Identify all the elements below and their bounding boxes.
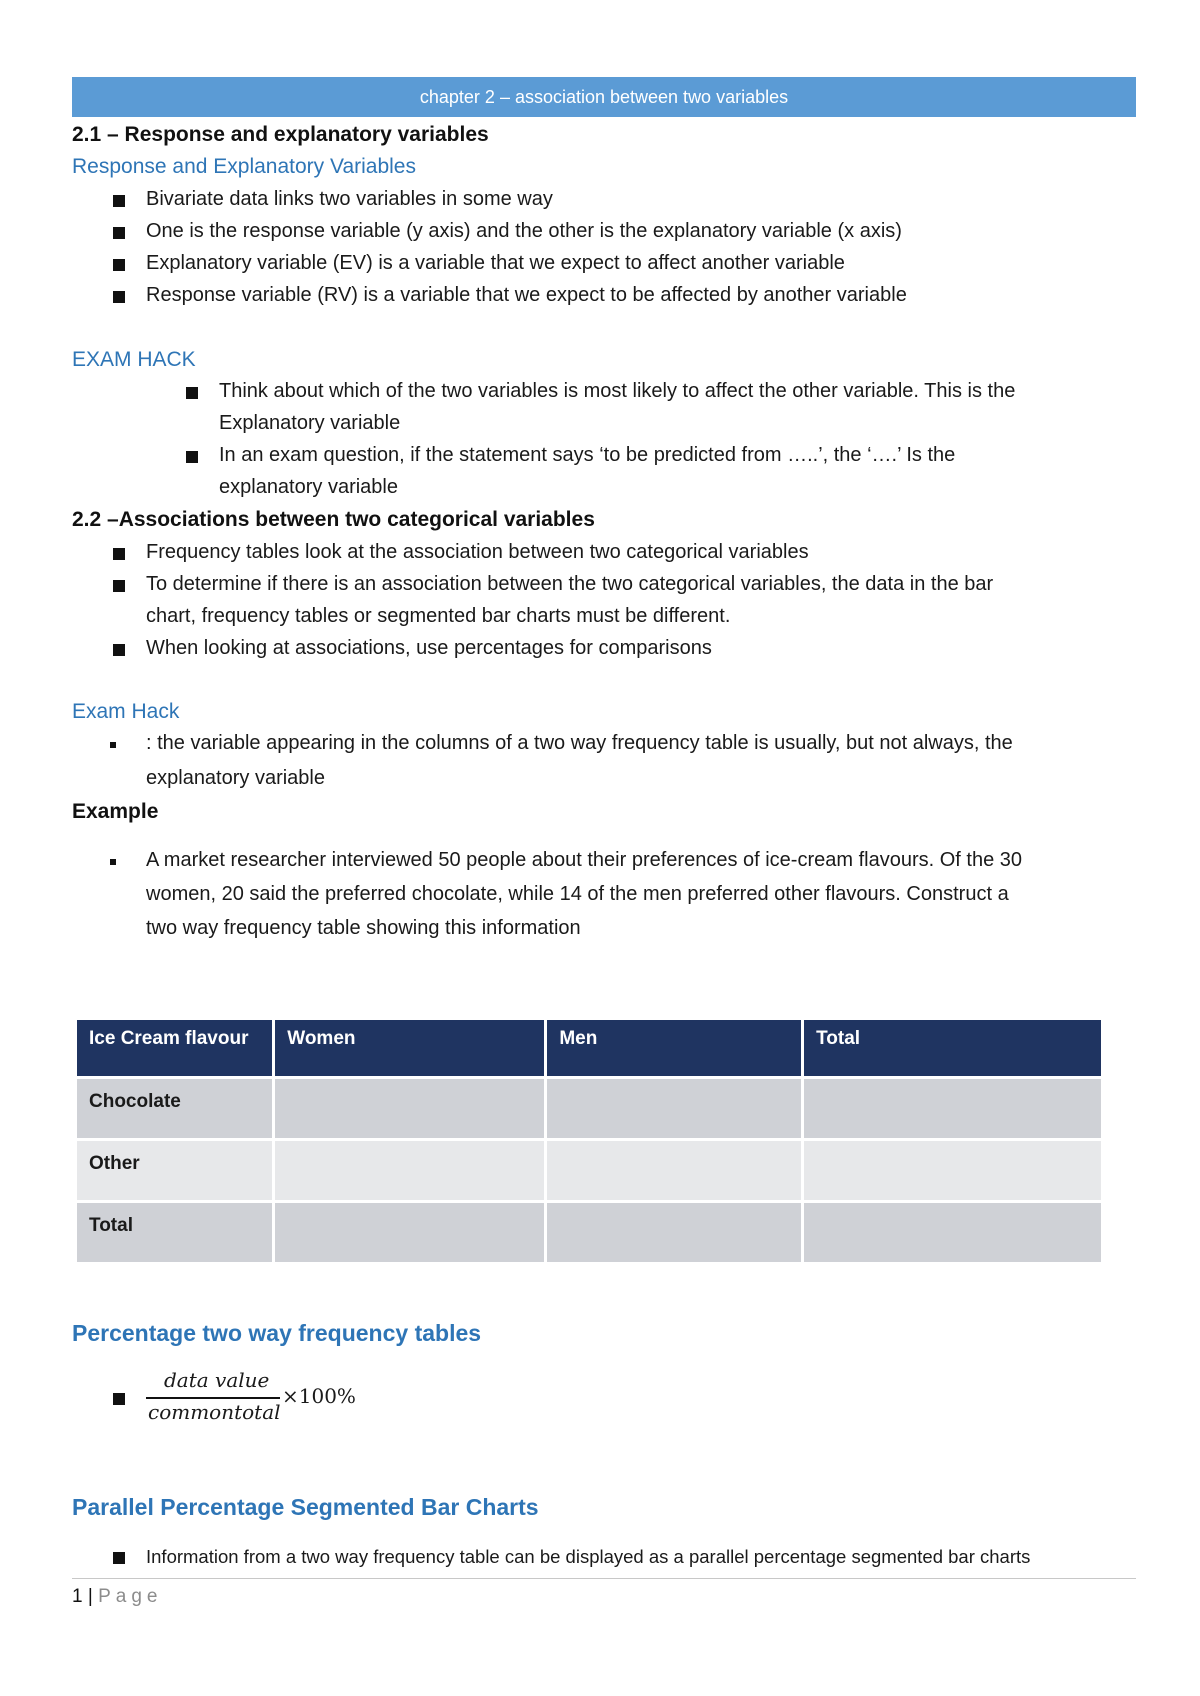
square-bullet-icon	[113, 259, 125, 271]
page-number: 1	[72, 1586, 83, 1607]
table-header-row	[77, 1020, 1101, 1076]
column-header: Total	[804, 1020, 1101, 1076]
example-heading: Example	[72, 800, 159, 823]
square-bullet-icon	[113, 580, 125, 592]
square-bullet-icon	[186, 387, 198, 399]
square-bullet-icon	[113, 227, 125, 239]
square-bullet-icon	[113, 1552, 125, 1564]
square-bullet-icon	[113, 291, 125, 303]
table-cell[interactable]	[275, 1141, 544, 1200]
table-cell[interactable]	[547, 1141, 801, 1200]
bullet-text: : the variable appearing in the columns of a two way frequency table is usually, but not always, the	[146, 732, 1013, 754]
square-bullet-icon	[113, 644, 125, 656]
fraction-numerator: data value	[164, 1368, 270, 1392]
example-text-line: two way frequency table showing this information	[146, 917, 581, 939]
bullet-text: Frequency tables look at the association between two categorical variables	[146, 541, 809, 563]
table-row	[77, 1141, 1101, 1200]
table-cell[interactable]	[275, 1079, 544, 1138]
exam-hack-heading: EXAM HACK	[72, 348, 196, 371]
bullet-text-continued: Explanatory variable	[219, 412, 401, 434]
bullet-text: To determine if there is an association between the two categorical variables, the data in the bar	[146, 573, 994, 595]
chapter-header-bar: chapter 2 – association between two variables	[72, 77, 1136, 117]
bullet-text: Bivariate data links two variables in some way	[146, 188, 553, 210]
square-bullet-icon	[113, 548, 125, 560]
section-2-2-heading: 2.2 –Associations between two categorical variables	[72, 508, 595, 531]
bullet-text: Explanatory variable (EV) is a variable that we expect to affect another variable	[146, 252, 845, 274]
exam-hack-heading: Exam Hack	[72, 700, 180, 723]
percentage-multiplier: ×100%	[282, 1384, 356, 1408]
bullet-text: In an exam question, if the statement says ‘to be predicted from …..’, the ‘….’ Is the	[219, 444, 956, 466]
bullet-text-continued: explanatory variable	[219, 476, 398, 498]
fraction-denominator: commontotal	[148, 1400, 281, 1424]
small-square-bullet-icon	[110, 859, 116, 865]
square-bullet-icon	[113, 195, 125, 207]
footer-divider	[72, 1578, 1136, 1579]
page-footer	[72, 1586, 162, 1608]
bullet-text-continued: explanatory variable	[146, 767, 325, 789]
bullet-text: Think about which of the two variables is most likely to affect the other variable. This is the	[219, 380, 1016, 402]
segmented-bar-charts-heading: Parallel Percentage Segmented Bar Charts	[72, 1494, 539, 1520]
table-cell[interactable]	[804, 1079, 1101, 1138]
bullet-text: When looking at associations, use percentages for comparisons	[146, 637, 712, 659]
page-word: Page	[98, 1586, 163, 1607]
page-separator: |	[87, 1586, 93, 1607]
response-explanatory-subheading: Response and Explanatory Variables	[72, 155, 416, 178]
small-square-bullet-icon	[110, 742, 116, 748]
column-header: Men	[547, 1020, 801, 1076]
column-header: Ice Cream flavour	[77, 1020, 272, 1076]
example-text-line: women, 20 said the preferred chocolate, while 14 of the men preferred other flavours. Construct a	[146, 883, 1009, 905]
table-cell[interactable]	[804, 1203, 1101, 1262]
column-header: Women	[275, 1020, 544, 1076]
bullet-text: Response variable (RV) is a variable that we expect to be affected by another variable	[146, 284, 907, 306]
percentage-tables-heading: Percentage two way frequency tables	[72, 1320, 482, 1346]
bullet-text: Information from a two way frequency table can be displayed as a parallel percentage segmented bar charts	[146, 1546, 1031, 1567]
square-bullet-icon	[186, 451, 198, 463]
bullet-text-continued: chart, frequency tables or segmented bar charts must be different.	[146, 605, 731, 627]
table-cell[interactable]	[804, 1141, 1101, 1200]
frequency-table	[74, 1017, 1104, 1265]
example-text-line: A market researcher interviewed 50 people about their preferences of ice-cream flavours. Of the 30	[146, 849, 1023, 871]
table-cell[interactable]	[275, 1203, 544, 1262]
table-cell[interactable]	[547, 1079, 801, 1138]
row-label: Total	[77, 1203, 272, 1262]
table-row	[77, 1203, 1101, 1262]
section-2-1-heading: 2.1 – Response and explanatory variables	[72, 123, 489, 146]
row-label: Chocolate	[77, 1079, 272, 1138]
row-label: Other	[77, 1141, 272, 1200]
fraction-bar	[146, 1397, 280, 1399]
table-row	[77, 1079, 1101, 1138]
table-cell[interactable]	[547, 1203, 801, 1262]
square-bullet-icon	[113, 1393, 125, 1405]
bullet-text: One is the response variable (y axis) and the other is the explanatory variable (x axis)	[146, 220, 902, 242]
